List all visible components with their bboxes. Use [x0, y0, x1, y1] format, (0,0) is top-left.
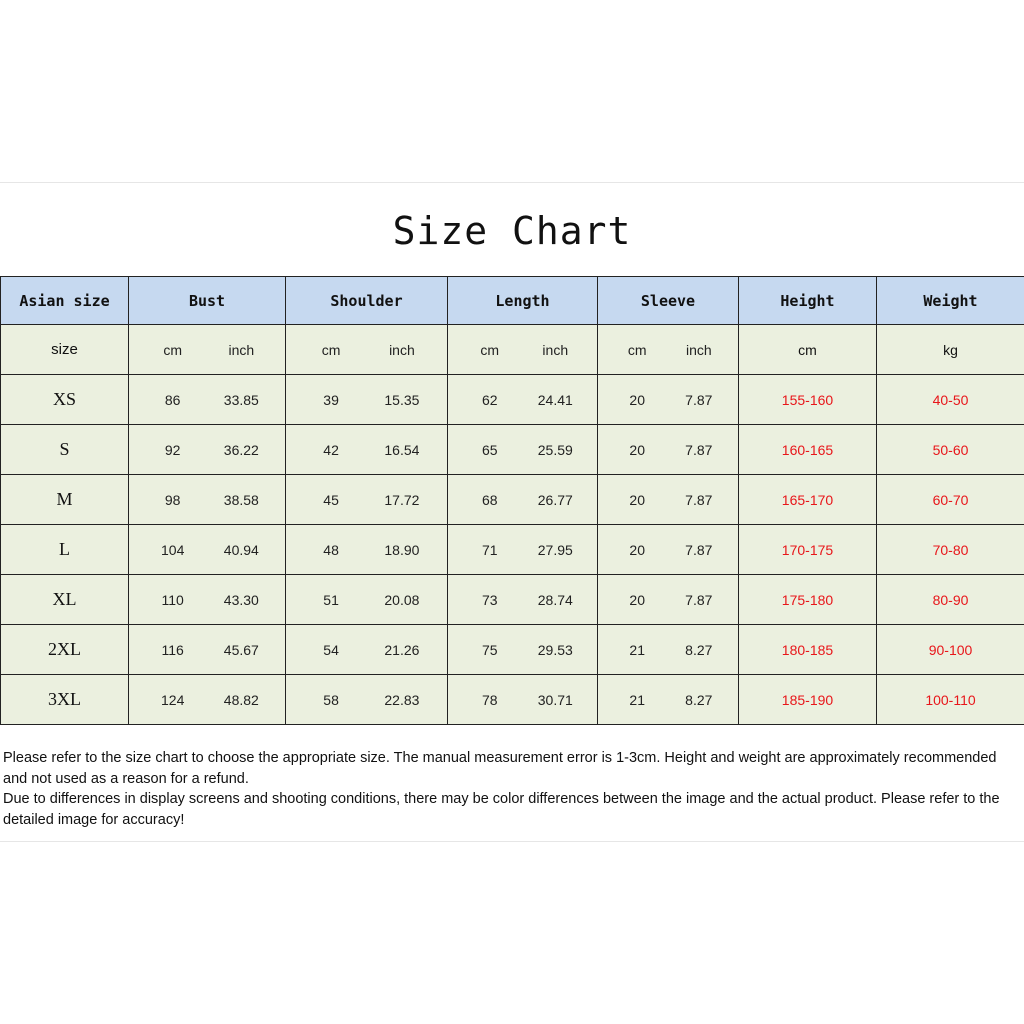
length-value-inch: 25.59	[537, 441, 573, 458]
length-value-cm: 71	[481, 541, 498, 558]
bust-value-inch: 40.94	[223, 541, 259, 558]
sleeve-value-cm: 21	[629, 641, 645, 658]
table-row	[1, 425, 1024, 475]
length-value-inch: 24.41	[537, 391, 573, 408]
length-value-cm: 73	[481, 591, 498, 608]
length-value-cm: 62	[481, 391, 498, 408]
shoulder-value-inch: 15.35	[384, 391, 420, 408]
header-bust: Bust	[129, 277, 286, 325]
sleeve-value-inch: 7.87	[685, 391, 713, 408]
bust-value-inch: 45.67	[223, 641, 259, 658]
sleeve-value	[598, 525, 739, 575]
unit-bust	[129, 325, 286, 375]
height-range: 170-175	[739, 525, 877, 575]
shoulder-value	[286, 675, 448, 725]
size-label: S	[1, 425, 129, 475]
shoulder-value	[286, 375, 448, 425]
height-range: 180-185	[739, 625, 877, 675]
bust-value	[129, 375, 286, 425]
unit-row	[1, 325, 1024, 375]
size-label: 3XL	[1, 675, 129, 725]
bust-value	[129, 575, 286, 625]
shoulder-value-cm: 48	[323, 541, 339, 558]
shoulder-value-inch: 20.08	[384, 591, 420, 608]
table-row	[1, 625, 1024, 675]
unit-shoulder	[286, 325, 448, 375]
unit-bust-cm: cm	[163, 341, 183, 358]
unit-shoulder-cm: cm	[321, 341, 341, 358]
bust-value-inch: 38.58	[223, 491, 259, 508]
length-value	[448, 625, 598, 675]
length-value	[448, 425, 598, 475]
header-shoulder: Shoulder	[286, 277, 448, 325]
shoulder-value-cm: 39	[323, 391, 339, 408]
shoulder-value	[286, 525, 448, 575]
sleeve-value-inch: 7.87	[685, 541, 713, 558]
bust-value	[129, 425, 286, 475]
unit-size: size	[1, 325, 129, 375]
length-value	[448, 475, 598, 525]
unit-weight: kg	[877, 325, 1024, 375]
header-row	[1, 277, 1024, 325]
length-value-cm: 68	[481, 491, 498, 508]
size-chart-sheet	[0, 182, 1024, 842]
size-label: XS	[1, 375, 129, 425]
size-label: XL	[1, 575, 129, 625]
table-row	[1, 375, 1024, 425]
size-label: L	[1, 525, 129, 575]
sleeve-value-cm: 21	[629, 691, 645, 708]
unit-bust-inch: inch	[228, 341, 255, 358]
table-row	[1, 525, 1024, 575]
size-table	[0, 276, 1024, 725]
length-value-inch: 28.74	[537, 591, 573, 608]
weight-range: 60-70	[877, 475, 1024, 525]
size-label: 2XL	[1, 625, 129, 675]
sleeve-value-cm: 20	[629, 391, 645, 408]
shoulder-value-cm: 51	[323, 591, 339, 608]
bust-value-cm: 110	[161, 591, 184, 608]
note-measurement: Please refer to the size chart to choose the appropriate size. The manual measurement error is 1-3cm. Height and weight are approximately recommended and not used as a reason for a refund.	[3, 750, 997, 787]
shoulder-value-inch: 22.83	[384, 691, 420, 708]
bust-value	[129, 475, 286, 525]
length-value-cm: 78	[481, 691, 498, 708]
shoulder-value	[286, 625, 448, 675]
sleeve-value	[598, 625, 739, 675]
page-title: Size Chart	[392, 209, 632, 253]
shoulder-value-inch: 17.72	[384, 491, 420, 508]
unit-height: cm	[739, 325, 877, 375]
length-value	[448, 575, 598, 625]
length-value-cm: 75	[481, 641, 498, 658]
bust-value-cm: 98	[164, 491, 181, 508]
length-value	[448, 375, 598, 425]
length-value-inch: 27.95	[537, 541, 573, 558]
height-range: 175-180	[739, 575, 877, 625]
length-value-inch: 29.53	[537, 641, 573, 658]
sleeve-value	[598, 675, 739, 725]
unit-sleeve	[598, 325, 739, 375]
sleeve-value	[598, 475, 739, 525]
bust-value-cm: 92	[164, 441, 181, 458]
sleeve-value-inch: 7.87	[685, 591, 713, 608]
sleeve-value-cm: 20	[629, 441, 645, 458]
height-range: 185-190	[739, 675, 877, 725]
length-value	[448, 525, 598, 575]
shoulder-value	[286, 425, 448, 475]
bust-value-inch: 36.22	[223, 441, 259, 458]
length-value-inch: 30.71	[537, 691, 573, 708]
shoulder-value-cm: 42	[323, 441, 339, 458]
sleeve-value	[598, 375, 739, 425]
bust-value	[129, 675, 286, 725]
sleeve-value-inch: 7.87	[685, 491, 713, 508]
height-range: 165-170	[739, 475, 877, 525]
bust-value-inch: 48.82	[223, 691, 259, 708]
sleeve-value-cm: 20	[629, 491, 645, 508]
unit-length-cm: cm	[480, 341, 500, 358]
unit-sleeve-cm: cm	[627, 341, 647, 358]
unit-shoulder-inch: inch	[389, 341, 415, 358]
header-length: Length	[448, 277, 598, 325]
shoulder-value-inch: 21.26	[384, 641, 420, 658]
table-row	[1, 575, 1024, 625]
bust-value-cm: 116	[161, 641, 184, 658]
table-row	[1, 675, 1024, 725]
shoulder-value	[286, 475, 448, 525]
header-height: Height	[739, 277, 877, 325]
bust-value-cm: 124	[161, 691, 185, 708]
length-value-inch: 26.77	[537, 491, 573, 508]
shoulder-value-inch: 18.90	[384, 541, 420, 558]
header-weight: Weight	[877, 277, 1024, 325]
height-range: 155-160	[739, 375, 877, 425]
length-value-cm: 65	[481, 441, 498, 458]
sleeve-value-inch: 8.27	[685, 641, 713, 658]
bust-value-inch: 43.30	[223, 591, 259, 608]
sleeve-value-inch: 7.87	[685, 441, 713, 458]
shoulder-value-inch: 16.54	[384, 441, 420, 458]
weight-range: 50-60	[877, 425, 1024, 475]
weight-range: 70-80	[877, 525, 1024, 575]
size-notes	[3, 748, 1023, 830]
sleeve-value-inch: 8.27	[685, 691, 713, 708]
length-value	[448, 675, 598, 725]
height-range: 160-165	[739, 425, 877, 475]
sleeve-value	[598, 425, 739, 475]
header-sleeve: Sleeve	[598, 277, 739, 325]
table-row	[1, 475, 1024, 525]
header-asian-size: Asian size	[1, 277, 129, 325]
sleeve-value-cm: 20	[629, 541, 645, 558]
bust-value-inch: 33.85	[223, 391, 259, 408]
shoulder-value	[286, 575, 448, 625]
unit-length-inch: inch	[542, 341, 569, 358]
unit-sleeve-inch: inch	[685, 341, 712, 358]
bust-value	[129, 525, 286, 575]
shoulder-value-cm: 45	[323, 491, 339, 508]
sleeve-value	[598, 575, 739, 625]
shoulder-value-cm: 58	[323, 691, 339, 708]
shoulder-value-cm: 54	[323, 641, 339, 658]
weight-range: 80-90	[877, 575, 1024, 625]
bust-value	[129, 625, 286, 675]
bust-value-cm: 86	[164, 391, 181, 408]
unit-length	[448, 325, 598, 375]
size-label: M	[1, 475, 129, 525]
bust-value-cm: 104	[161, 541, 185, 558]
weight-range: 90-100	[877, 625, 1024, 675]
note-color: Due to differences in display screens and shooting conditions, there may be color differences between the image and the actual product. Please refer to the detailed image for accuracy!	[3, 791, 1000, 828]
sleeve-value-cm: 20	[629, 591, 645, 608]
weight-range: 100-110	[877, 675, 1024, 725]
weight-range: 40-50	[877, 375, 1024, 425]
